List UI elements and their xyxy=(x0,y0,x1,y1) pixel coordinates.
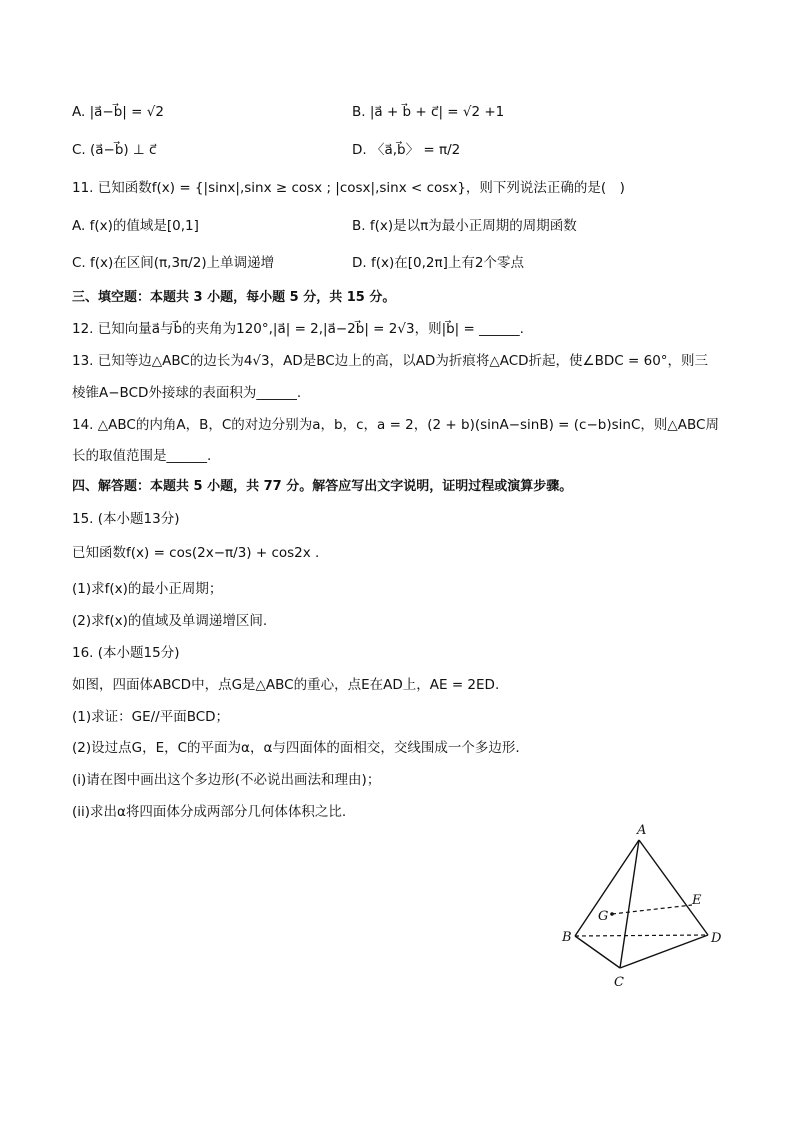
q14-line-1: 14. △ABC的内角A，B，C的对边分别为a，b，c，a = 2，(2 + b)(sinA−sinB) = (c−b)sinC，则△ABC周 xyxy=(72,417,719,433)
point-g xyxy=(610,912,614,916)
edge-ac xyxy=(620,840,639,968)
label-c: C xyxy=(614,975,624,990)
q11-stem: 11. 已知函数f(x) = {|sinx|,sinx ≥ cosx ; |cosx|,sinx < cosx}，则下列说法正确的是( ) xyxy=(72,180,625,196)
q15-header: 15. (本小题13分) xyxy=(72,511,180,527)
edge-ad xyxy=(639,840,708,935)
section-3-heading: 三、填空题：本题共 3 小题，每小题 5 分，共 15 分。 xyxy=(72,290,396,305)
label-d: D xyxy=(711,931,722,946)
edge-bc xyxy=(575,936,620,968)
q16-header: 16. (本小题15分) xyxy=(72,645,180,661)
q16-part-2-i: (i)请在图中画出这个多边形(不必说出画法和理由)； xyxy=(72,772,381,788)
label-b: B xyxy=(562,930,572,945)
q15-part-1: (1)求f(x)的最小正周期； xyxy=(72,581,223,597)
q10-option-d: D. 〈a⃗,b⃗〉 = π/2 xyxy=(352,142,461,158)
q16-part-1: (1)求证：GE//平面BCD； xyxy=(72,709,230,725)
tetrahedron-figure xyxy=(550,818,740,998)
q10-option-b: B. |a⃗ + b⃗ + c⃗| = √2 +1 xyxy=(352,104,505,120)
label-g: G xyxy=(598,909,609,924)
q16-part-2: (2)设过点G，E，C的平面为α，α与四面体的面相交，交线围成一个多边形. xyxy=(72,740,520,756)
edge-cd xyxy=(620,935,708,968)
q11-option-a: A. f(x)的值域是[0,1] xyxy=(72,218,199,234)
label-a: A xyxy=(637,823,647,838)
q10-option-a: A. |a⃗−b⃗| = √2 xyxy=(72,104,164,120)
q11-option-d: D. f(x)在[0,2π]上有2个零点 xyxy=(352,255,524,271)
section-4-heading: 四、解答题：本题共 5 小题，共 77 分。解答应写出文字说明，证明过程或演算步骤。 xyxy=(72,479,573,494)
q10-option-c: C. (a⃗−b⃗) ⊥ c⃗ xyxy=(72,142,157,158)
q11-option-c: C. f(x)在区间(π,3π/2)上单调递增 xyxy=(72,255,275,271)
q15-stem: 已知函数f(x) = cos(2x−π/3) + cos2x . xyxy=(72,545,320,561)
q13-line-1: 13. 已知等边△ABC的边长为4√3，AD是BC边上的高，以AD为折痕将△ACD折起，使∠BDC = 60°，则三 xyxy=(72,353,709,369)
q12-text: 12. 已知向量a⃗与b⃗的夹角为120°,|a⃗| = 2,|a⃗−2b⃗| = 2√3，则|b⃗| = ______. xyxy=(72,321,524,337)
q16-part-2-ii: (ii)求出α将四面体分成两部分几何体体积之比. xyxy=(72,804,347,820)
q11-option-b: B. f(x)是以π为最小正周期的周期函数 xyxy=(352,218,577,234)
q16-stem: 如图，四面体ABCD中，点G是△ABC的重心，点E在AD上，AE = 2ED. xyxy=(72,677,500,693)
q14-line-2: 长的取值范围是______. xyxy=(72,448,212,464)
segment-ge xyxy=(612,905,692,914)
q15-part-2: (2)求f(x)的值域及单调递增区间. xyxy=(72,613,268,629)
edge-bd-hidden xyxy=(575,935,708,936)
label-e: E xyxy=(692,893,702,908)
q13-line-2: 棱锥A−BCD外接球的表面积为______. xyxy=(72,385,302,401)
